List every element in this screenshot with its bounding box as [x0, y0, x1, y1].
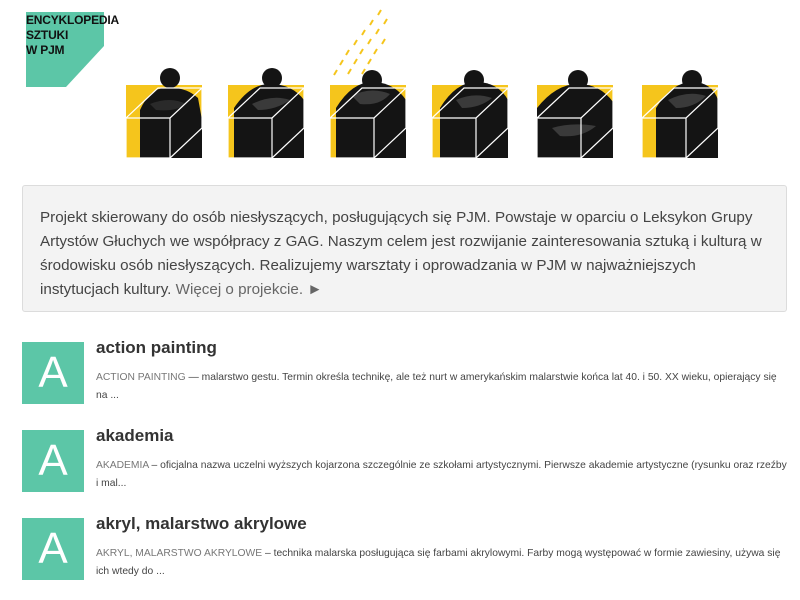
entry-term: ACTION PAINTING	[96, 372, 186, 383]
entry-term: AKRYL, MALARSTWO AKRYLOWE	[96, 548, 263, 559]
project-intro	[22, 185, 787, 312]
letter-tile[interactable]: A	[22, 518, 84, 580]
hero-illustration	[0, 0, 800, 170]
entry-term: AKADEMIA	[96, 460, 149, 471]
logo-line: W PJM	[26, 43, 65, 57]
letter-tile[interactable]: A	[22, 430, 84, 492]
entry-excerpt	[96, 545, 789, 581]
entry-title-link[interactable]: akademia	[96, 426, 174, 445]
entry-title-link[interactable]: akryl, malarstwo akrylowe	[96, 514, 307, 533]
entry-excerpt-text: – technika malarska posługująca się farbami akrylowymi. Farby mogą występować w formie zawiesiny, używa się ich wtedy do ...	[96, 548, 781, 577]
entry-excerpt-text: – oficjalna nazwa uczelni wyższych kojarzona szczególnie ze szkołami artystycznymi. Pierwsze akademie artystyczne (rysunku oraz rzeźby i mal...	[96, 460, 787, 489]
sign-figure-6	[642, 70, 718, 158]
more-about-project-link[interactable]: Więcej o projekcie. ►	[175, 281, 323, 298]
list-item	[22, 338, 792, 412]
sign-figure-1	[126, 68, 202, 158]
intro-text: Projekt skierowany do osób niesłyszących, posługujących się PJM. Powstaje w oparciu o Leksykon Grupy Artystów Głuchych we współpracy z GAG. Naszym celem jest rozwijanie zainteresowania sztuką i kulturą w środowisku osób niesłyszących. Realizujemy warsztaty i oprowadzania w PJM w najważniejszych instytucjach kultury.	[40, 209, 762, 298]
sign-figure-3	[330, 70, 406, 158]
logo-line: ENCYKLOPEDIA	[26, 13, 119, 27]
sign-figure-2	[228, 68, 304, 158]
sign-figure-4	[432, 70, 508, 158]
logo-line: SZTUKI	[26, 28, 69, 42]
entry-excerpt	[96, 369, 789, 405]
letter-tile[interactable]: A	[22, 342, 84, 404]
list-item	[22, 514, 792, 588]
entry-excerpt-text: — malarstwo gestu. Termin określa technikę, ale też nurt w amerykańskim malarstwie końca lat 40. i 50. XX wieku, opierający się na ...	[96, 372, 777, 401]
decorative-dashes	[334, 10, 387, 75]
list-item	[22, 426, 792, 500]
entry-title-link[interactable]: action painting	[96, 338, 217, 357]
entry-excerpt	[96, 457, 789, 493]
sign-figure-5	[537, 70, 613, 158]
